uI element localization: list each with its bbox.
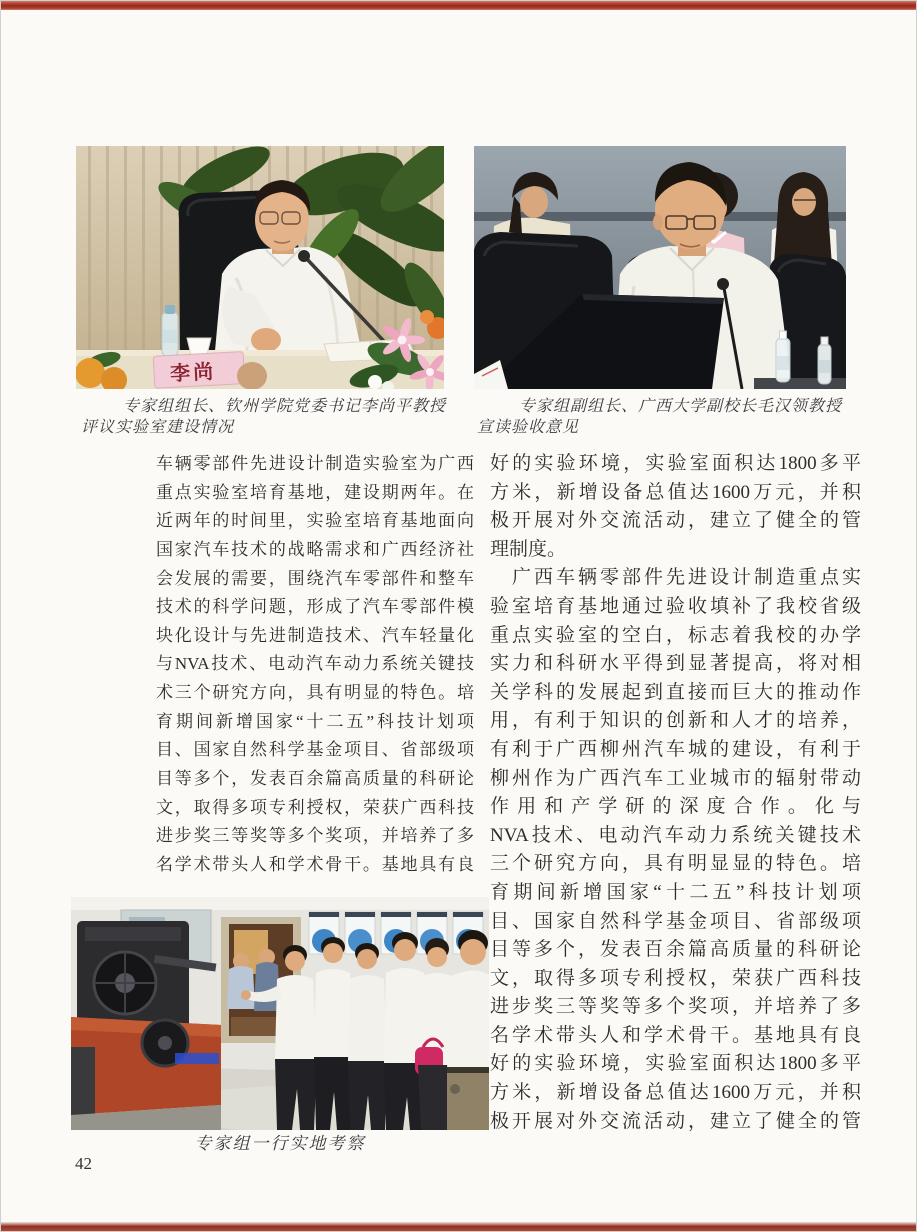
text-line: 技术的科学问题，形成了汽车零部件模 — [156, 597, 474, 617]
text-line: 术三个研究方向，具有明显的特色。培 — [156, 683, 474, 703]
photo-illustration — [71, 897, 489, 1130]
text-line: 重点实验室培育基地，建设期两年。在 — [156, 482, 474, 502]
text-line: 极开展对外交流活动，建立了健全的管 — [490, 1110, 861, 1132]
text-line: 极开展对外交流活动，建立了健全的管 — [490, 510, 861, 532]
text-line: 目等多个，发表百余篇高质量的科研论 — [490, 939, 861, 961]
text-line: 国家汽车技术的战略需求和广西经济社 — [156, 539, 474, 559]
article-left-column — [156, 450, 474, 880]
text-line: 进步奖三等奖等多个奖项，并培养了多 — [156, 826, 474, 846]
tea-cup — [187, 338, 211, 355]
top-red-rule — [1, 1, 916, 10]
text-line: 车辆零部件先进设计制造实验室为广西 — [156, 454, 474, 473]
text-line: 好的实验环境，实验室面积达1800多平 — [490, 1053, 861, 1075]
text-line: 验室培育基地通过验收填补了我校省级 — [490, 595, 861, 617]
photo-deputy-leader-reading — [474, 146, 846, 389]
caption-line: 宣读验收意见 — [477, 418, 580, 436]
text-line: 目、国家自然科学基金项目、省部级项 — [156, 740, 474, 760]
text-line: 近两年的时间里，实验室培育基地面向 — [156, 511, 474, 531]
text-line: 育期间新增国家“十二五”科技计划项 — [490, 881, 861, 903]
text-line: 块化设计与先进制造技术、汽车轻量化 — [156, 625, 474, 645]
text-line: 作用和产学研的深度合作。化与 — [490, 796, 861, 818]
text-line: 文，取得多项专利授权，荣获广西科技 — [490, 967, 861, 989]
text-line: 广西车辆零部件先进设计制造重点实 — [490, 567, 861, 589]
caption-line: 评议实验室建设情况 — [81, 418, 235, 436]
caption-bottom: 专家组一行实地考察 — [194, 1134, 366, 1153]
photo-expert-group-leader-speaking — [76, 146, 444, 389]
text-line: 有利于广西柳州汽车城的建设，有利于 — [490, 738, 861, 760]
text-line: 名学术带头人和学术骨干。基地具有良 — [156, 854, 474, 874]
text-line: 三个研究方向，具有明显显的特色。培 — [490, 853, 861, 875]
text-line: 育期间新增国家“十二五”科技计划项 — [156, 711, 474, 731]
caption-line: 专家组组长、钦州学院党委书记李尚平教授 — [123, 398, 447, 415]
text-line: 重点实验室的空白，标志着我校的办学 — [490, 624, 861, 646]
text-line: 目等多个，发表百余篇高质量的科研论 — [156, 769, 474, 789]
text-line: 实力和科研水平得到显著提高，将对相 — [490, 653, 861, 675]
caption-top-right — [477, 397, 849, 438]
text-line: 方米，新增设备总值达1600万元，并积 — [490, 1082, 861, 1104]
caption-top-left — [81, 397, 447, 438]
article-right-column — [490, 450, 861, 1136]
text-line: 用，有利于知识的创新和人才的培养， — [490, 710, 861, 732]
page-number: 42 — [75, 1154, 92, 1173]
photo-site-inspection — [71, 897, 489, 1130]
photo-illustration — [76, 146, 444, 389]
text-line: 会发展的需要，围绕汽车零部件和整车 — [156, 568, 474, 588]
photo-illustration — [474, 146, 846, 389]
text-line: 进步奖三等奖等多个奖项，并培养了多 — [490, 996, 861, 1018]
text-line: 文，取得多项专利授权，荣获广西科技 — [156, 797, 474, 817]
text-line: NVA技术、电动汽车动力系统关键技术 — [490, 824, 861, 846]
text-line: 名学术带头人和学术骨干。基地具有良 — [490, 1024, 861, 1046]
caption-line: 专家组副组长、广西大学副校长毛汉领教授 — [519, 398, 843, 415]
text-line: 关学科的发展起到直接而巨大的推动作 — [490, 681, 861, 703]
text-line: 目、国家自然科学基金项目、省部级项 — [490, 910, 861, 932]
bottom-red-rule — [1, 1222, 916, 1232]
text-line: 柳州作为广西汽车工业城市的辐射带动 — [490, 767, 861, 789]
water-bottle — [162, 305, 178, 356]
name-card — [153, 352, 245, 389]
text-line: 好的实验环境，实验室面积达1800多平 — [490, 453, 861, 474]
text-line: 与NVA技术、电动汽车动力系统关键技 — [156, 654, 474, 674]
text-line: 理制度。 — [490, 538, 567, 560]
text-line: 方米，新增设备总值达1600万元，并积 — [490, 481, 861, 503]
name-card-text: 李尚 — [169, 361, 217, 386]
